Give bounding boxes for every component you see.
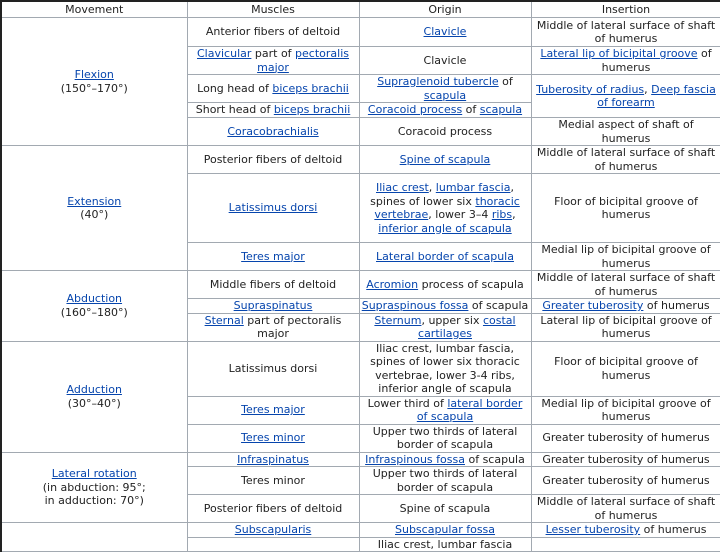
muscle-cell (187, 396, 359, 424)
insertion-cell: Greater tuberosity of humerus (531, 424, 720, 452)
insertion-cell: Medial lip of bicipital groove of humerus (531, 243, 720, 271)
header-muscles: Muscles (187, 1, 359, 18)
origin-text: of scapula (464, 452, 525, 466)
insertion-text: of humerus (643, 299, 710, 312)
origin-cell (359, 313, 531, 341)
insertion-cell: Greater tuberosity of humerus (531, 452, 720, 467)
origin-cell (359, 146, 531, 174)
insertion-text: of humerus (640, 523, 707, 536)
insertion-cell: Floor of bicipital groove of humerus (531, 341, 720, 396)
origin-cell (359, 174, 531, 243)
movement-range: (40°) (80, 208, 109, 221)
muscle-text: Short head of (195, 103, 274, 117)
origin-text: , lower 3–4 (428, 208, 492, 221)
origin-text: of scapula (468, 299, 529, 312)
movement-link[interactable]: Adduction (66, 383, 122, 396)
movement-range: (160°–180°) (60, 305, 128, 319)
insertion-cell: Middle of lateral surface of shaft of humerus (531, 18, 720, 47)
muscle-link[interactable]: Teres major (241, 403, 305, 417)
muscle-cell: Anterior fibers of deltoid (187, 18, 359, 47)
origin-cell: Clavicle (359, 47, 531, 75)
origin-text: , spines of lower six (370, 181, 514, 208)
insertion-text: of humerus (601, 47, 712, 74)
muscle-text: part of pectoralis major (243, 313, 342, 340)
origin-link[interactable]: Spine of scapula (399, 152, 491, 166)
muscle-link[interactable]: Teres minor (241, 431, 305, 445)
origin-cell: Spine of scapula (359, 495, 531, 523)
muscle-cell: Posterior fibers of deltoid (187, 146, 359, 174)
muscle-cell (187, 75, 359, 103)
insertion-cell (531, 523, 720, 538)
table-row (1, 146, 720, 174)
origin-link[interactable]: inferior angle of scapula (378, 221, 512, 235)
origin-cell (359, 452, 531, 467)
origin-text: of (498, 75, 513, 88)
movement-flexion (1, 18, 187, 146)
movement-link[interactable]: Abduction (66, 292, 123, 306)
insertion-cell: Middle of lateral surface of shaft of humerus (531, 271, 720, 299)
origin-text: process of scapula (418, 277, 524, 291)
origin-cell (359, 75, 531, 103)
table-row (1, 452, 720, 467)
origin-link[interactable]: Acromion (366, 277, 419, 291)
origin-link[interactable]: lumbar fascia (435, 181, 511, 194)
muscle-cell (187, 103, 359, 118)
movement-link[interactable]: Flexion (74, 68, 114, 81)
muscle-text: part of (251, 47, 296, 60)
insertion-cell (531, 537, 720, 552)
header-origin: Origin (359, 1, 531, 18)
movement-link[interactable]: Lateral rotation (51, 467, 137, 480)
header-movement: Movement (1, 1, 187, 18)
origin-link[interactable]: scapula (479, 103, 523, 117)
insertion-cell: Floor of bicipital groove of humerus (531, 174, 720, 243)
movement-range: (150°–170°) (60, 81, 128, 95)
origin-link[interactable]: Clavicle (423, 25, 467, 39)
movement-range: (in abduction: 95°; (42, 480, 146, 494)
insertion-cell (531, 299, 720, 314)
muscle-cell: Posterior fibers of deltoid (187, 495, 359, 523)
origin-link[interactable]: Sternum (374, 313, 422, 327)
insertion-cell: Medial lip of bicipital groove of humerus (531, 396, 720, 424)
origin-cell (359, 243, 531, 271)
origin-cell: Iliac crest, lumbar fascia, spines of lower six thoracic vertebrae, lower 3-4 ribs, inferior angle of scapula (359, 341, 531, 396)
muscle-cell: Teres minor (187, 467, 359, 495)
muscle-cell (187, 424, 359, 452)
insertion-cell (531, 47, 720, 75)
insertion-link[interactable]: Lateral lip of bicipital groove (540, 47, 698, 60)
muscle-cell (187, 118, 359, 146)
origin-link[interactable]: Infraspinous fossa (365, 452, 465, 466)
origin-text: , (428, 181, 436, 194)
muscle-text: Long head of (197, 81, 273, 95)
muscle-cell (187, 299, 359, 314)
movement-extension (1, 146, 187, 271)
movement-cell-empty (1, 523, 187, 552)
muscle-link[interactable]: Coracobrachialis (227, 124, 319, 138)
movement-abduction (1, 271, 187, 342)
origin-link[interactable]: Coracoid process (367, 103, 463, 117)
muscle-cell (187, 47, 359, 75)
movement-lateral-rotation (1, 452, 187, 523)
origin-cell: Iliac crest, lumbar fascia (359, 537, 531, 552)
table-row (1, 341, 720, 396)
origin-cell (359, 299, 531, 314)
insertion-cell: Lateral lip of bicipital groove of humerus (531, 313, 720, 341)
movement-adduction (1, 341, 187, 452)
muscle-link[interactable]: Infraspinatus (237, 452, 309, 466)
origin-cell (359, 396, 531, 424)
origin-link[interactable]: costal cartilages (418, 313, 516, 340)
header-insertion: Insertion (531, 1, 720, 18)
origin-link[interactable]: lateral border of scapula (416, 396, 523, 423)
origin-link[interactable]: Supraglenoid tubercle (377, 75, 499, 88)
muscle-cell: Middle fibers of deltoid (187, 271, 359, 299)
origin-link[interactable]: Lateral border of scapula (376, 249, 514, 263)
header-row (1, 1, 720, 18)
insertion-link[interactable]: Tuberosity of radius (536, 82, 645, 96)
table-row (1, 523, 720, 538)
origin-cell (359, 523, 531, 538)
origin-cell: Upper two thirds of lateral border of scapula (359, 467, 531, 495)
origin-text: Lower third of (367, 396, 448, 410)
muscle-cell: Latissimus dorsi (187, 341, 359, 396)
insertion-cell: Medial aspect of shaft of humerus (531, 118, 720, 146)
muscle-link[interactable]: Teres major (241, 249, 305, 263)
origin-cell: Coracoid process (359, 118, 531, 146)
insertion-link[interactable]: Lesser tuberosity (545, 523, 641, 536)
origin-link[interactable]: Supraspinous fossa (361, 299, 469, 312)
insertion-link[interactable]: Deep fascia of forearm (597, 82, 716, 109)
origin-cell: Upper two thirds of lateral border of scapula (359, 424, 531, 452)
origin-link[interactable]: Subscapular fossa (394, 523, 496, 536)
origin-cell (359, 18, 531, 47)
muscle-link[interactable]: biceps brachii (273, 103, 351, 117)
muscle-link[interactable]: biceps brachii (272, 81, 349, 95)
origin-cell (359, 103, 531, 118)
muscle-cell (187, 523, 359, 538)
insertion-cell: Middle of lateral surface of shaft of humerus (531, 146, 720, 174)
origin-text: , (512, 208, 516, 221)
muscle-link[interactable]: Latissimus dorsi (228, 201, 318, 215)
muscle-link[interactable]: Sternal (204, 313, 244, 327)
muscle-link[interactable]: Supraspinatus (233, 299, 313, 312)
movement-link[interactable]: Extension (67, 194, 122, 208)
muscle-cell (187, 174, 359, 243)
muscle-cell (187, 313, 359, 341)
origin-text: , upper six (421, 313, 483, 327)
origin-link[interactable]: scapula (423, 88, 467, 102)
muscle-link[interactable]: pectoralis major (257, 47, 349, 74)
origin-link[interactable]: Iliac crest (376, 181, 429, 194)
table-row (1, 18, 720, 47)
muscle-cell (187, 243, 359, 271)
insertion-cell (531, 75, 720, 118)
origin-text: of (462, 103, 480, 117)
muscle-link[interactable]: Clavicular (197, 47, 252, 60)
insertion-link[interactable]: Greater tuberosity (542, 299, 644, 312)
table-row (1, 271, 720, 299)
origin-cell (359, 271, 531, 299)
origin-link[interactable]: ribs (491, 208, 513, 221)
movement-range: (30°–40°) (67, 396, 121, 410)
origin-link[interactable]: thoracic vertebrae (374, 194, 520, 221)
muscle-cell (187, 537, 359, 552)
movement-range: in adduction: 70°) (44, 494, 144, 507)
muscle-link[interactable]: Subscapularis (234, 523, 312, 536)
insertion-cell: Middle of lateral surface of shaft of humerus (531, 495, 720, 523)
muscle-cell (187, 452, 359, 467)
insertion-cell: Greater tuberosity of humerus (531, 467, 720, 495)
insertion-text: , (644, 82, 652, 96)
